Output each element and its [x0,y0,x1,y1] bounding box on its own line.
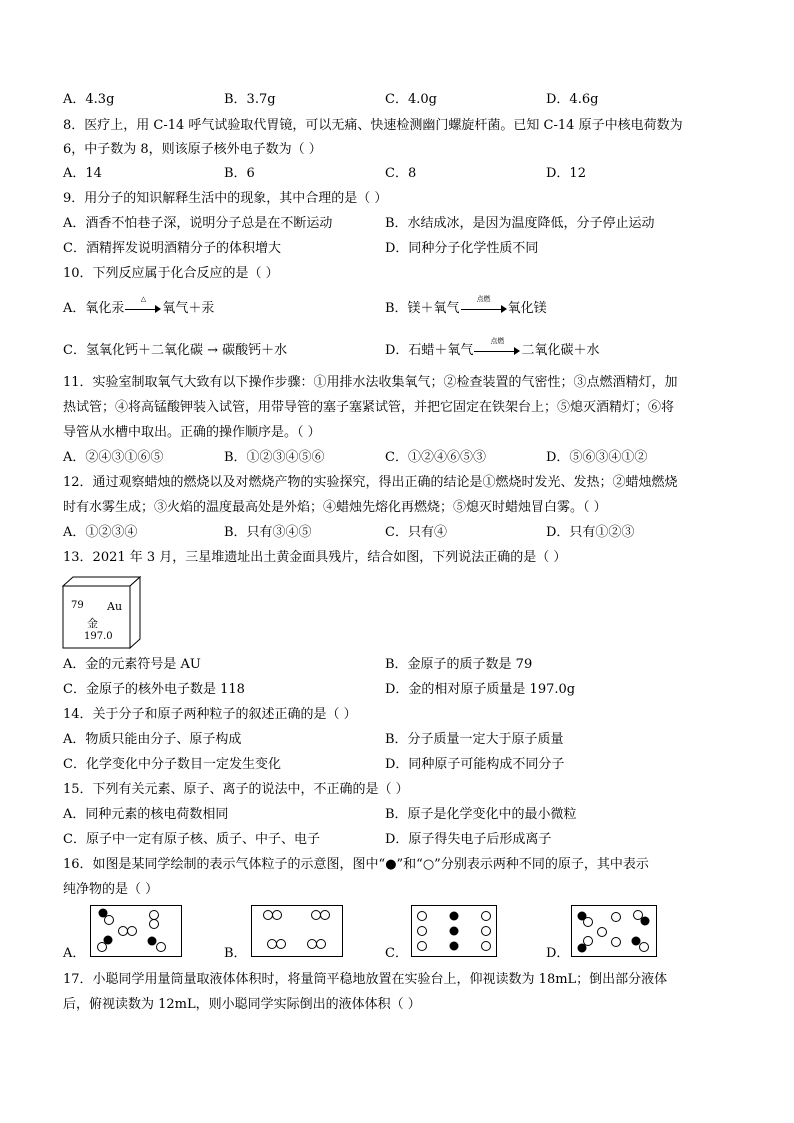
q7-option-c: C．4.0g [385,92,437,107]
q15-option-a: A．同种元素的核电荷数相同 [63,807,229,822]
q13-option-c: C．金原子的核外电子数是 118 [63,682,245,697]
q10-b-product: 氧化镁 [507,301,547,316]
element-symbol: Au [107,600,123,613]
q17-stem-line-2: 后，俯视读数为 12mL，则小聪同学实际倒出的液体体积（ ） [63,997,421,1012]
q11-stem-line-2: 热试管；④将高锰酸钾装入试管，用带导管的塞子塞紧试管，并把它固定在铁架台上；⑤熄灭酒精灯；⑥将 [63,400,675,415]
q10-option-c: C．氢氧化钙＋二氧化碳 → 碳酸钙＋水 [63,343,288,358]
reaction-arrow-icon [474,336,520,356]
q10-d-product: 二氧化碳＋水 [521,343,600,358]
q10-stem: 10．下列反应属于化合反应的是（ ） [63,266,279,281]
q10-d-reactant: D．石蜡＋氧气 [385,343,474,358]
q9-option-a: A．酒香不怕巷子深，说明分子总是在不断运动 [63,216,333,231]
q16-option-d-label: D． [546,946,570,961]
q16-option-b-label: B． [224,946,247,961]
reaction-arrow-icon [461,294,507,314]
q11-option-d: D．⑤⑥③④①② [546,450,648,465]
q16-option-a-diagram [90,905,182,957]
q8-stem-line-1: 8．医疗上，用 C-14 呼气试验取代胃镜，可以无痛、快速检测幽门螺旋杆菌。已知 C-14 原子中核电荷数为 [63,118,683,133]
reaction-arrow-icon [125,294,161,314]
q12-stem-line-2: 时有水雾生成；③火焰的温度最高处是外焰；④蜡烛先熔化再燃烧；⑤熄灭时蜡烛冒白雾。（ ） [63,500,607,515]
q11-option-a: A．②④③①⑥⑤ [63,450,164,465]
q10-d-condition: 点燃 [490,336,505,345]
atomic-number: 79 [71,600,84,611]
q14-option-b: B．分子质量一定大于原子质量 [385,732,564,747]
q9-stem: 9．用分子的知识解释生活中的现象，其中合理的是（ ） [63,191,388,206]
q8-option-a: A．14 [63,166,102,181]
q15-option-d: D．原子得失电子后形成离子 [385,832,552,847]
q10-option-a [63,294,215,318]
q9-option-b: B．水结成冰，是因为温度降低，分子停止运动 [385,216,655,231]
q16-stem-line-2: 纯净物的是（ ） [63,882,159,897]
q14-stem: 14．关于分子和原子两种粒子的叙述正确的是（ ） [63,707,357,722]
q11-stem-line-3: 导管从水槽中取出。正确的操作顺序是。（ ） [63,425,321,440]
q10-b-reactant: B．镁＋氧气 [385,301,460,316]
q16-option-c-label: C． [385,946,408,961]
q16-option-b-diagram [251,905,343,957]
q8-option-b: B．6 [224,166,255,181]
q17-stem-line-1: 17．小聪同学用量筒量取液体体积时，将量筒平稳地放置在实验台上，仰视读数为 18mL；倒出部分液体 [63,972,668,987]
q7-option-b: B．3.7g [224,92,276,107]
q13-stem: 13．2021 年 3 月，三星堆遗址出土黄金面具残片，结合如图，下列说法正确的是（ ） [63,550,567,565]
element-name: 金 [87,617,98,630]
q12-option-c: C．只有④ [385,525,447,540]
q14-option-d: D．同种原子可能构成不同分子 [385,757,565,772]
q12-option-d: D．只有①②③ [546,525,635,540]
atomic-mass: 197.0 [84,631,113,642]
q11-stem-line-1: 11．实验室制取氧气大致有以下操作步骤：①用排水法收集氧气；②检查装置的气密性；③点燃酒精灯，加 [63,375,678,390]
q16-option-a-label: A． [63,946,86,961]
q7-option-a: A．4.3g [63,92,115,107]
q13-option-d: D．金的相对原子质量是 197.0g [385,682,576,697]
q16-option-c-diagram [411,905,497,957]
q8-option-c: C．8 [385,166,417,181]
q12-option-a: A．①②③④ [63,525,138,540]
q12-stem-line-1: 12．通过观察蜡烛的燃烧以及对燃烧产物的实验探究，得出正确的结论是①燃烧时发光、发热；②蜡烛燃烧 [63,475,678,490]
q13-option-b: B．金原子的质子数是 79 [385,657,533,672]
q10-a-product: 氧气＋汞 [162,301,215,316]
q10-a-reactant: A．氧化汞 [63,301,125,316]
q10-a-condition: △ [140,294,147,303]
q9-option-d: D．同种分子化学性质不同 [385,241,539,256]
q11-option-c: C．①②④⑥⑤③ [385,450,486,465]
q14-option-a: A．物质只能由分子、原子构成 [63,732,242,747]
q10-option-b [385,294,547,318]
q13-option-a: A．金的元素符号是 AU [63,657,201,672]
q10-option-d [385,336,600,360]
q16-stem-line-1: 16．如图是某同学绘制的表示气体粒子的示意图，图中“●”和“○”分别表示两种不同的原子，其中表示 [63,857,649,872]
q12-option-b: B．只有③④⑤ [224,525,312,540]
q15-option-c: C．原子中一定有原子核、质子、中子、电子 [63,832,320,847]
q10-b-condition: 点燃 [476,294,491,303]
q16-option-d-diagram [571,905,657,957]
q11-option-b: B．①②③④⑤⑥ [224,450,325,465]
q8-stem-line-2: 6，中子数为 8，则该原子核外电子数为（ ） [63,142,322,157]
q15-stem: 15．下列有关元素、原子、离子的说法中，不正确的是（ ） [63,782,409,797]
q9-option-c: C．酒精挥发说明酒精分子的体积增大 [63,241,281,256]
q14-option-c: C．化学变化中分子数目一定发生变化 [63,757,281,772]
q15-option-b: B．原子是化学变化中的最小微粒 [385,807,577,822]
gold-element-card [62,576,142,650]
q8-option-d: D．12 [546,166,586,181]
q7-option-d: D．4.6g [546,92,599,107]
